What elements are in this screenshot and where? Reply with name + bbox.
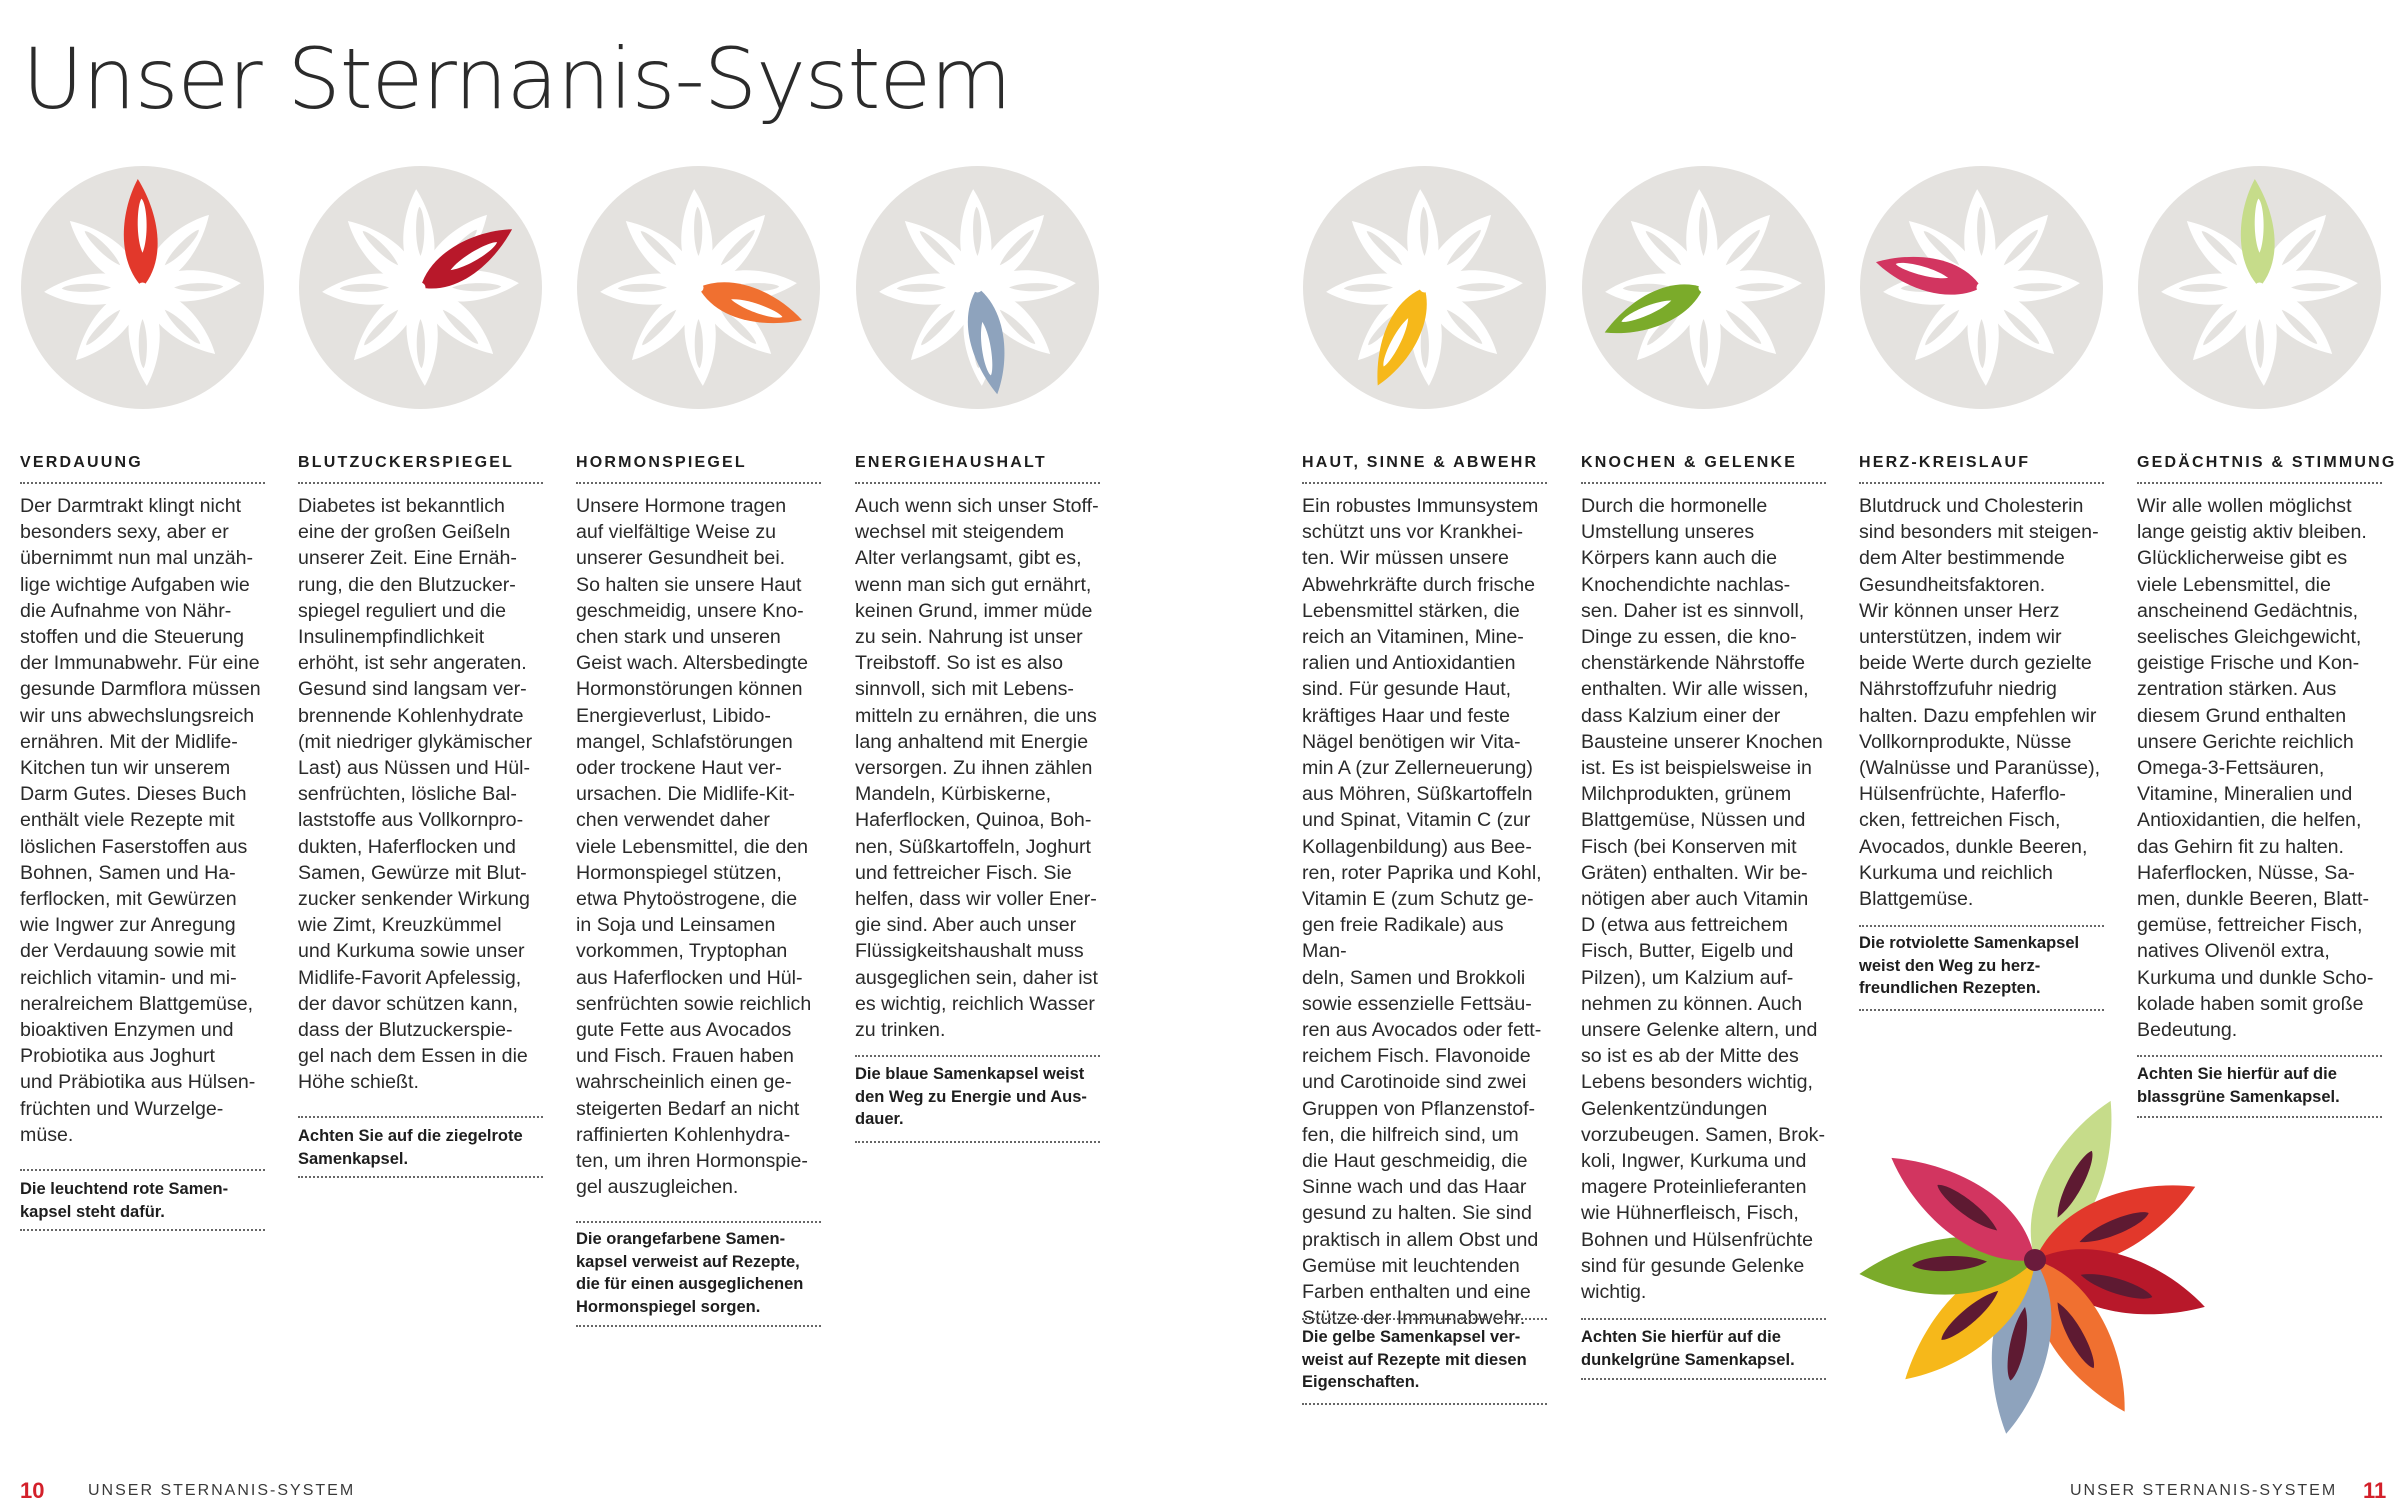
divider xyxy=(1302,1403,1547,1405)
page-number-right: 11 xyxy=(2363,1478,2387,1503)
star-anise-svg xyxy=(1302,165,1547,410)
divider xyxy=(576,482,821,484)
column-note: Achten Sie hierfür auf die dunkelgrüne Samenkapsel. xyxy=(1581,1328,1795,1369)
star-anise-icon-red xyxy=(20,165,265,410)
star-center xyxy=(1976,282,1986,292)
column-body: Unsere Hormone tragen auf vielfältige Weise zu unserer Gesundheit bei. So halten sie unsere Haut geschmeidig, unsere Kno- chen stark und unseren Geist wach. Altersbedingte Hormonstörungen können Energieverlust, Libido- mangel, Schlafstörungen oder trockene Haut ver- ursachen. Die Midlife-Kit- chen verwendet daher viele Lebensmittel, die den Hormonspiegel stützen, etwa Phytoöstrogene, die in Soja und Leinsamen vorkommen, Tryptophan aus Haferflocken und Hül- senfrüchten sowie reichlich gute Fette aus Avocados und Fisch. Frauen haben wahrscheinlich einen ge- steigerten Bedarf an nicht raffinierten Kohlenhydra- ten, um ihren Hormonspie- gel auszugleichen. xyxy=(576,495,812,1199)
divider xyxy=(576,1325,821,1327)
running-head-left: UNSER STERNANIS-SYSTEM xyxy=(88,1482,356,1499)
column-note: Achten Sie auf die ziegelrote Samenkapsel. xyxy=(298,1127,523,1168)
star-anise-color-wheel-icon xyxy=(1855,1080,2215,1440)
divider xyxy=(298,482,543,484)
divider xyxy=(1859,1009,2104,1011)
star-center xyxy=(972,282,982,292)
star-center xyxy=(1698,282,1708,292)
column-body: Auch wenn sich unser Stoff- wechsel mit steigendem Alter verlangsamt, gibt es, wenn man sich gut ernährt, keinen Grund, immer müde zu sein. Nahrung ist unser Treibstoff. So ist es also sinnvoll, sich mit Lebens- mitteln zu ernähren, die uns lang anhaltend mit Energie versorgen. Zu ihnen zählen Mandeln, Kürbiskerne, Haferflocken, Quinoa, Boh- nen, Süßkartoffeln, Joghurt und fettreicher Fisch. Sie helfen, dass wir voller Ener- gie sind. Aber auch unser Flüssigkeitshaushalt muss ausgeglichen sein, daher ist es wichtig, reichlich Wasser zu trinken. xyxy=(855,495,1099,1042)
divider xyxy=(855,1141,1100,1143)
star-anise-icon-yellow xyxy=(1302,165,1547,410)
star-center xyxy=(2254,282,2264,292)
divider xyxy=(20,1229,265,1231)
star-anise-svg xyxy=(298,165,543,410)
star-anise-svg xyxy=(2137,165,2382,410)
star-center xyxy=(137,282,147,292)
column-heading: GEDÄCHTNIS & STIMMUNG xyxy=(2137,454,2397,471)
column-body: Durch die hormonelle Umstellung unseres Körpers kann auch die Knochendichte nachlas- sen. Daher ist es sinnvoll, Dinge zu essen, die kno- chenstärkende Nährstoffe enthalten. Wir alle wissen, dass Kalzium einer der Bausteine unserer Knochen ist. Es ist beispielsweise in Milchprodukten, grünem Blattgemüse, Nüssen und Fisch (bei Konserven mit Gräten) enthalten. Wir be- nötigen aber auch Vitamin D (etwa aus fettreichem Fisch, Butter, Eigelb und Pilzen), um Kalzium auf- nehmen zu können. Auch unsere Gelenke altern, und so ist es ab der Mitte des Lebens besonders wichtig, Gelenkentzündungen vorzubeugen. Samen, Brok- koli, Ingwer, Kurkuma und magere Proteinlieferanten wie Hühnerfleisch, Fisch, Bohnen und Hülsenfrüchte sind für gesunde Gelenke wichtig. xyxy=(1581,495,1825,1304)
column-note: Achten Sie hierfür auf die blassgrüne Samenkapsel. xyxy=(2137,1065,2340,1106)
star-anise-svg xyxy=(1859,165,2104,410)
star-anise-icon-orange xyxy=(576,165,821,410)
column-note: Die rotviolette Samenkapsel weist den Weg zu herz- freundlichen Rezepten. xyxy=(1859,934,2080,997)
divider xyxy=(1859,925,2104,927)
column-note: Die leuchtend rote Samen- kapsel steht dafür. xyxy=(20,1180,229,1221)
divider xyxy=(1302,1318,1547,1320)
divider xyxy=(20,482,265,484)
column-heading: HERZ-KREISLAUF xyxy=(1859,454,2031,471)
column-heading: BLUTZUCKERSPIEGEL xyxy=(298,454,515,471)
column-heading: KNOCHEN & GELENKE xyxy=(1581,454,1798,471)
column-body: Blutdruck und Cholesterin sind besonders mit steigen- dem Alter bestimmende Gesundheitsfaktoren. Wir können unser Herz unterstützen, indem wir beide Werte durch gezielte Nährstoffzufuhr niedrig halten. Dazu empfehlen wir Vollkornprodukte, Nüsse (Walnüsse und Paranüsse), Hülsenfrüchte, Haferflo- cken, fettreichen Fisch, Avocados, dunkle Beeren, Kurkuma und reichlich Blattgemüse. xyxy=(1859,495,2101,911)
divider xyxy=(1581,482,1826,484)
column-body: Diabetes ist bekanntlich eine der großen Geißeln unserer Zeit. Eine Ernäh- rung, die den Blutzucker- spiegel reguliert und die Insulinempfindlichkeit erhöht, ist sehr angeraten. Gesund sind langsam ver- brennende Kohlenhydrate (mit niedriger glykämischer Last) aus Nüssen und Hül- senfrüchten, lösliche Bal- laststoffe aus Vollkornpro- dukten, Haferflocken und Samen, Gewürze mit Blut- zucker senkender Wirkung wie Zimt, Kreuzkümmel und Kurkuma sowie unser Midlife-Favorit Apfelessig, der davor schützen kann, dass der Blutzuckerspie- gel nach dem Essen in die Höhe schießt. xyxy=(298,495,533,1094)
divider xyxy=(1581,1318,1826,1320)
running-head-right: UNSER STERNANIS-SYSTEM xyxy=(2070,1482,2338,1499)
divider xyxy=(855,482,1100,484)
column-heading: ENERGIEHAUSHALT xyxy=(855,454,1047,471)
star-center xyxy=(415,282,425,292)
column-note: Die gelbe Samenkapsel ver- weist auf Rezepte mit diesen Eigenschaften. xyxy=(1302,1328,1527,1391)
star-anise-svg xyxy=(576,165,821,410)
star-anise-svg xyxy=(1581,165,1826,410)
column-heading: VERDAUUNG xyxy=(20,454,143,471)
page-title: Unser Sternanis-System xyxy=(22,30,1011,128)
star-anise-icon-pale-green xyxy=(2137,165,2382,410)
divider xyxy=(298,1116,543,1118)
star-anise-icon-brick-red xyxy=(298,165,543,410)
star-anise-icon-dark-green xyxy=(1581,165,1826,410)
column-heading: HAUT, SINNE & ABWEHR xyxy=(1302,454,1539,471)
page-number-left: 10 xyxy=(20,1478,45,1503)
divider xyxy=(855,1055,1100,1057)
column-heading: HORMONSPIEGEL xyxy=(576,454,747,471)
divider xyxy=(2137,1055,2382,1057)
divider xyxy=(298,1176,543,1178)
star-anise-svg xyxy=(20,165,265,410)
column-note: Die orangefarbene Samen- kapsel verweist auf Rezepte, die für einen ausgeglichenen Hormonspiegel sorgen. xyxy=(576,1230,804,1316)
column-body: Wir alle wollen möglichst lange geistig aktiv bleiben. Glücklicherweise gibt es viele Lebensmittel, die anscheinend Gedächtnis, seelisches Gleichgewicht, geistige Frische und Kon- zentration stärken. Aus diesem Grund enthalten unsere Gerichte reichlich Omega-3-Fettsäuren, Vitamine, Mineralien und Antioxidantien, die helfen, das Gehirn fit zu halten. Haferflocken, Nüsse, Sa- men, dunkle Beeren, Blatt- gemüse, fettreicher Fisch, natives Olivenöl extra, Kurkuma und dunkle Scho- kolade haben somit große Bedeutung. xyxy=(2137,495,2374,1042)
star-center xyxy=(1419,282,1429,292)
column-body: Der Darmtrakt klingt nicht besonders sexy, aber er übernimmt nun mal unzäh- lige wichtige Aufgaben wie die Aufnahme von Nähr- stoffen und die Steuerung der Immunabwehr. Für eine gesunde Darmflora müssen wir uns abwechslungsreich ernähren. Mit der Midlife- Kitchen tun wir unserem Darm Gutes. Dieses Buch enthält viele Rezepte mit löslichen Faserstoffen aus Bohnen, Samen und Ha- ferflocken, mit Gewürzen wie Ingwer zur Anregung der Verdauung sowie mit reichlich vitamin- und mi- neralreichem Blattgemüse, bioaktiven Enzymen und Probiotika aus Joghurt und Präbiotika aus Hülsen- früchten und Wurzelge- müse. xyxy=(20,495,261,1146)
star-anise-icon-red-violet xyxy=(1859,165,2104,410)
star-anise-icon-blue xyxy=(855,165,1100,410)
divider xyxy=(576,1221,821,1223)
wheel-center xyxy=(2024,1249,2046,1271)
divider xyxy=(1859,482,2104,484)
divider xyxy=(20,1169,265,1171)
column-body: Ein robustes Immunsystem schützt uns vor Krankhei- ten. Wir müssen unsere Abwehrkräfte durch frische Lebensmittel stärken, die reich an Vitaminen, Mine- ralien und Antioxidantien sind. Für gesunde Haut, kräftiges Haar und feste Nägel benötigen wir Vita- min A (zur Zellerneuerung) aus Möhren, Süßkartoffeln und Spinat, Vitamin C (zur Kollagenbildung) aus Bee- ren, roter Paprika und Kohl, Vitamin E (zum Schutz ge- gen freie Radikale) aus Man- deln, Samen und Brokkoli sowie essenzielle Fettsäu- ren aus Avocados oder fett- reichem Fisch. Flavonoide und Carotinoide sind zwei Gruppen von Pflanzenstof- fen, die hilfreich sind, um die Haut geschmeidig, die Sinne wach und das Haar gesund zu halten. Sie sind praktisch in allem Obst und Gemüse mit leuchtenden Farben enthalten und eine Stütze der Immunabwehr. xyxy=(1302,495,1542,1330)
divider xyxy=(1581,1378,1826,1380)
color-wheel-svg xyxy=(1855,1080,2215,1440)
divider xyxy=(1302,482,1547,484)
column-note: Die blaue Samenkapsel weist den Weg zu Energie und Aus- dauer. xyxy=(855,1065,1087,1128)
divider xyxy=(2137,482,2382,484)
star-anise-svg xyxy=(855,165,1100,410)
star-center xyxy=(693,282,703,292)
